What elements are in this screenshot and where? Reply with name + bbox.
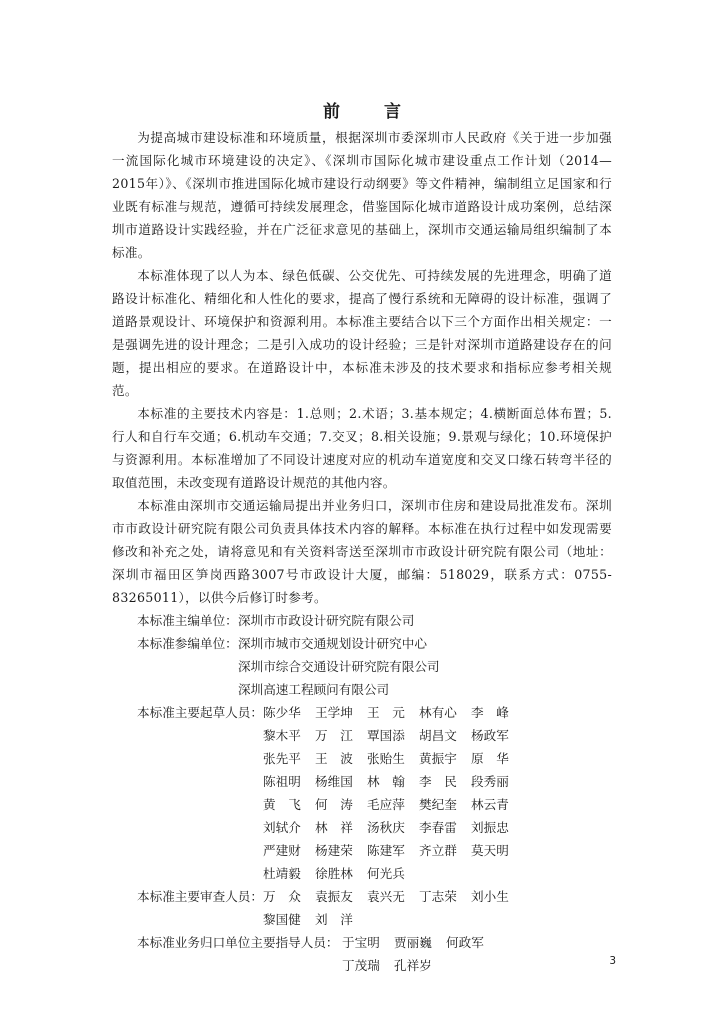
person-name: 李春雷 xyxy=(419,820,457,835)
drafters-row xyxy=(112,724,612,747)
person-name: 刘振忠 xyxy=(471,820,509,835)
reviewers-label: 本标准主要审查人员： xyxy=(137,889,263,904)
person-name: 丁茂瑞 xyxy=(342,958,380,973)
person-name: 徐胜林 xyxy=(315,866,353,881)
title-char-1: 前 xyxy=(323,102,340,122)
preface-body xyxy=(112,126,612,977)
person-name: 齐立群 xyxy=(419,843,457,858)
drafters-row xyxy=(112,816,612,839)
person-name: 樊纪奎 xyxy=(419,797,457,812)
name-list xyxy=(342,954,446,977)
person-name: 林云青 xyxy=(471,797,509,812)
participant-row xyxy=(112,678,612,701)
person-name: 毛应萍 xyxy=(367,797,405,812)
participant-value: 深圳市综合交通设计研究院有限公司 xyxy=(238,659,440,674)
drafters-label: 本标准主要起草人员： xyxy=(137,705,263,720)
participant-row xyxy=(112,632,612,655)
editor-value: 深圳市市政设计研究院有限公司 xyxy=(238,613,415,628)
person-name: 万 江 xyxy=(315,728,353,743)
guidance-block xyxy=(112,931,612,977)
reviewers-block xyxy=(112,885,612,931)
person-name: 孔祥岁 xyxy=(394,958,432,973)
name-list xyxy=(263,862,419,885)
person-name: 林 翰 xyxy=(367,774,405,789)
person-name: 袁兴无 xyxy=(367,889,405,904)
drafters-row xyxy=(112,770,612,793)
person-name: 汤秋庆 xyxy=(367,820,405,835)
name-list xyxy=(263,724,523,747)
person-name: 王学坤 xyxy=(315,705,353,720)
person-name: 王 元 xyxy=(367,705,405,720)
editor-row xyxy=(112,609,612,632)
person-name: 陈祖明 xyxy=(263,774,301,789)
name-list xyxy=(263,816,523,839)
person-name: 何 涛 xyxy=(315,797,353,812)
participants-label: 本标准参编单位： xyxy=(137,636,238,651)
person-name: 李 民 xyxy=(419,774,457,789)
guidance-row xyxy=(112,954,612,977)
name-list xyxy=(263,747,523,770)
person-name: 陈建军 xyxy=(367,843,405,858)
guidance-label: 本标准业务归口单位主要指导人员： xyxy=(137,935,339,950)
person-name: 杨维国 xyxy=(315,774,353,789)
title-char-2: 言 xyxy=(384,102,401,122)
person-name: 刘小生 xyxy=(471,889,509,904)
person-name: 原 华 xyxy=(471,751,509,766)
person-name: 万 众 xyxy=(263,889,301,904)
person-name: 黄 飞 xyxy=(263,797,301,812)
drafters-row xyxy=(112,793,612,816)
name-list xyxy=(263,885,523,908)
person-name: 黎国健 xyxy=(263,912,301,927)
person-name: 段秀丽 xyxy=(471,774,509,789)
person-name: 杨建荣 xyxy=(315,843,353,858)
person-name: 张贻生 xyxy=(367,751,405,766)
drafters-row xyxy=(112,862,612,885)
reviewers-row xyxy=(112,885,612,908)
person-name: 丁志荣 xyxy=(419,889,457,904)
person-name: 何政军 xyxy=(446,935,484,950)
drafters-row xyxy=(112,839,612,862)
editor-label: 本标准主编单位： xyxy=(137,613,238,628)
person-name: 胡昌文 xyxy=(419,728,457,743)
name-list xyxy=(263,908,367,931)
participant-row xyxy=(112,655,612,678)
person-name: 林 祥 xyxy=(315,820,353,835)
person-name: 袁振友 xyxy=(315,889,353,904)
name-list xyxy=(263,770,523,793)
person-name: 何光兵 xyxy=(367,866,405,881)
page-number: 3 xyxy=(609,955,616,967)
person-name: 刘轼介 xyxy=(263,820,301,835)
person-name: 杜靖毅 xyxy=(263,866,301,881)
person-name: 张先平 xyxy=(263,751,301,766)
person-name: 覃国添 xyxy=(367,728,405,743)
drafters-row xyxy=(112,701,612,724)
participant-value: 深圳市城市交通规划设计研究中心 xyxy=(238,636,427,651)
person-name: 严建财 xyxy=(263,843,301,858)
person-name: 黎木平 xyxy=(263,728,301,743)
person-name: 李 峰 xyxy=(471,705,509,720)
name-list xyxy=(263,701,523,724)
person-name: 黄振宇 xyxy=(419,751,457,766)
participant-value: 深圳高速工程顾问有限公司 xyxy=(238,682,390,697)
name-list xyxy=(263,793,523,816)
guidance-row xyxy=(112,931,612,954)
paragraph: 为提高城市建设标准和环境质量，根据深圳市委深圳市人民政府《关于进一步加强一流国际化城市环境建设的决定》、《深圳市国际化城市建设重点工作计划（2014—2015年）》、《深圳市推进国际化城市建设行动纲要》等文件精神，编制组立足国家和行业既有标准与规范，遵循可持续发展理念，借鉴国际化城市道路设计成功案例，总结深圳市道路设计实践经验，并在广泛征求意见的基础上，深圳市交通运输局组织编制了本标准。 xyxy=(112,130,612,260)
reviewers-row xyxy=(112,908,612,931)
person-name: 于宝明 xyxy=(342,935,380,950)
person-name: 林有心 xyxy=(419,705,457,720)
person-name: 贾丽巍 xyxy=(394,935,432,950)
person-name: 王 波 xyxy=(315,751,353,766)
page-title xyxy=(0,97,724,122)
person-name: 杨政军 xyxy=(471,728,509,743)
person-name: 刘 洋 xyxy=(315,912,353,927)
person-name: 莫天明 xyxy=(471,843,509,858)
name-list xyxy=(342,931,498,954)
paragraph: 本标准由深圳市交通运输局提出并业务归口，深圳市住房和建设局批准发布。深圳市市政设计研究院有限公司负责具体技术内容的解释。本标准在执行过程中如发现需要修改和补充之处，请将意见和有关资料寄送至深圳市市政设计研究院有限公司（地址：深圳市福田区笋岗西路3007号市政设计大厦，邮编：518029，联系方式：0755-83265011），以供今后修订时参考。 xyxy=(112,498,612,605)
person-name: 陈少华 xyxy=(263,705,301,720)
drafters-row xyxy=(112,747,612,770)
name-list xyxy=(263,839,523,862)
paragraph: 本标准的主要技术内容是：1.总则；2.术语；3.基本规定；4.横断面总体布置；5.行人和自行车交通；6.机动车交通；7.交叉；8.相关设施；9.景观与绿化；10.环境保护与资源利用。本标准增加了不同设计速度对应的机动车道宽度和交叉口缘石转弯半径的取值范围，未改变现有道路设计规范的其他内容。 xyxy=(112,406,612,490)
paragraph: 本标准体现了以人为本、绿色低碳、公交优先、可持续发展的先进理念，明确了道路设计标准化、精细化和人性化的要求，提高了慢行系统和无障碍的设计标准，强调了道路景观设计、环境保护和资源利用。本标准主要结合以下三个方面作出相关规定：一是强调先进的设计理念；二是引入成功的设计经验；三是针对深圳市道路建设存在的问题，提出相应的要求。在道路设计中，本标准未涉及的技术要求和指标应参考相关规范。 xyxy=(112,268,612,398)
drafters-block xyxy=(112,701,612,885)
